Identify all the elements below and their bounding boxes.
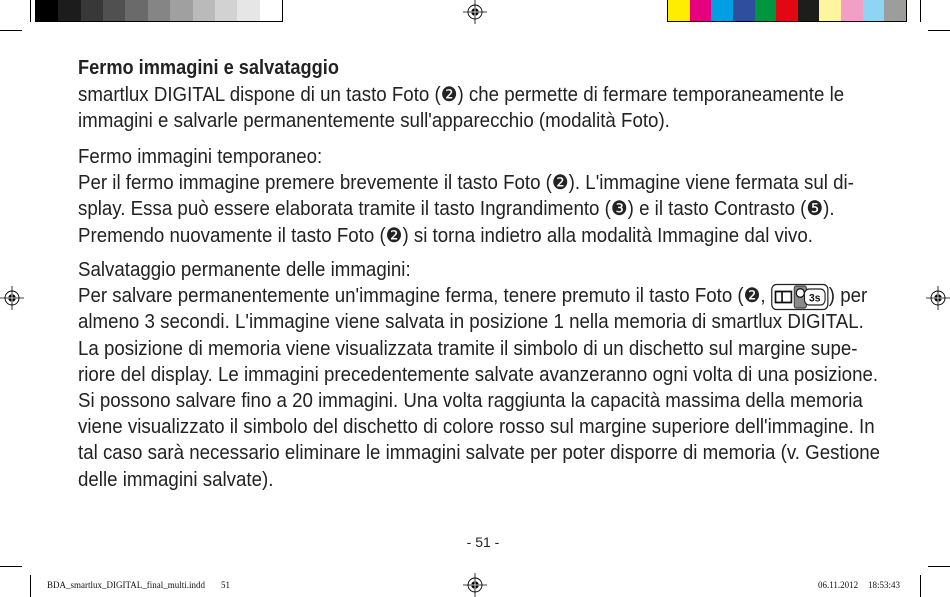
registration-mark-icon-left [0,286,24,310]
permanent-save-line: riore del display. Le immagini precedentemente salvate avanzeranno ogni volta di una posizione. [78,363,879,386]
photo-button-hold-3s-icon [771,283,829,311]
crop-mark-top-left-horizontal [0,30,22,31]
slug-date: 06.11.2012 [818,580,859,590]
intro-line: immagini e salvarle permanentemente sull'apparecchio (modalità Foto). [78,110,670,133]
permanent-save-line: La posizione di memoria viene visualizzata tramite il simbolo di un dischetto sul margine supe- [78,337,858,360]
crop-mark-bottom-left-vertical [30,575,31,597]
permanent-save-paragraph [78,257,938,493]
temporary-freeze-line: splay. Essa può essere elaborata tramite il tasto Ingrandimento (❸) e il tasto Contrasto (❺). [78,198,835,221]
crop-mark-bottom-right-vertical [920,575,921,597]
section-heading-block [78,55,938,81]
permanent-save-line-end: ) per [828,285,868,308]
page-number: - 51 - [466,534,500,550]
permanent-save-line-start: Per salvare permanentemente un'immagine ferma, tenere premuto il tasto Foto (❷, [78,285,771,308]
hold-duration-label: 3s [809,292,821,305]
section-heading: Fermo immagini e salvataggio [78,57,339,79]
grayscale-swatch-1 [36,0,58,21]
intro-line: smartlux DIGITAL dispone di un tasto Foto (❷) che permette di fermare temporaneamente le [78,84,845,106]
permanent-save-line: viene visualizzato il simbolo del dischetto di colore rosso sul margine superiore dell'immagine. In [78,416,875,439]
temporary-freeze-line: Premendo nuovamente il tasto Foto (❷) si torna indietro alla modalità Immagine dal vivo. [78,224,813,247]
permanent-save-line: delle immagini salvate). [78,468,274,491]
registration-mark-icon-bottom [463,573,487,597]
page-content [78,0,938,520]
slug-time: 18:53:43 [868,580,901,590]
permanent-save-line-with-icon [78,283,882,309]
permanent-save-line: almeno 3 secondi. L'immagine viene salvata in posizione 1 nella memoria di smartlux DIGITAL. [78,311,864,334]
slug-filename: BDA_smartlux_DIGITAL_final_multi.indd [47,580,206,590]
temporary-freeze-line: Per il fermo immagine premere brevemente il tasto Foto (❷). L'immagine viene fermata sul di- [78,172,854,195]
slug-page: 51 [221,580,230,590]
permanent-save-line: tal caso sarà necessario eliminare le immagini salvate per poter disporre di memoria (v. Gestione [78,442,881,465]
crop-mark-top-left-vertical [30,0,31,22]
permanent-save-line: Si possono salvare fino a 20 immagini. Una volta raggiunta la capacità massima della memoria [78,389,863,412]
crop-mark-bottom-right-horizontal [928,566,950,567]
temporary-freeze-title: Fermo immagini temporaneo: [78,146,323,168]
permanent-save-title: Salvataggio permanente delle immagini: [78,259,411,281]
crop-mark-bottom-left-horizontal [0,566,22,567]
temporary-freeze-paragraph [78,144,938,249]
intro-paragraph [78,82,938,134]
